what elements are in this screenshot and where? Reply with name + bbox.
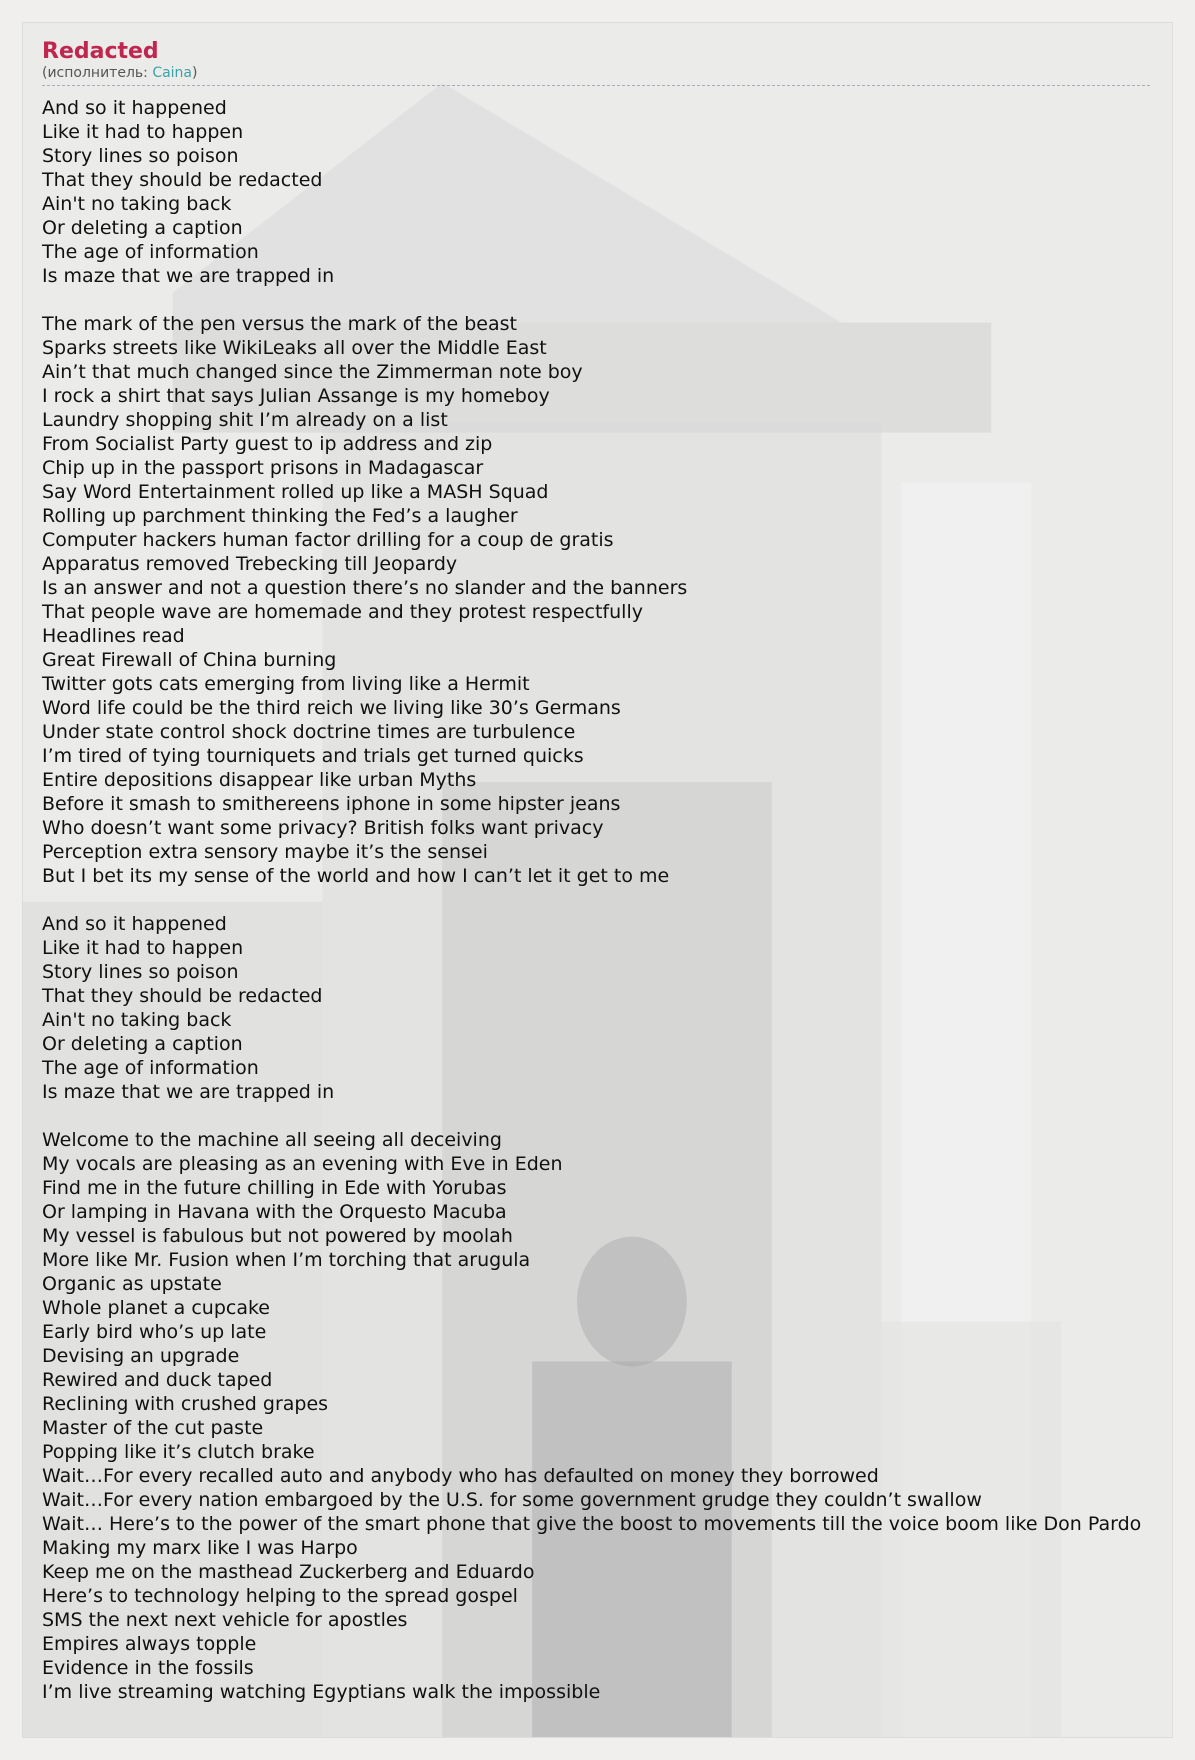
lyrics-line: Twitter gots cats emerging from living like a Hermit (42, 673, 530, 695)
lyrics-line: Wait…For every recalled auto and anybody who has defaulted on money they borrowed (42, 1465, 879, 1487)
lyrics-line: Under state control shock doctrine times are turbulence (42, 721, 576, 743)
lyrics-line: Making my marx like I was Harpo (42, 1537, 358, 1559)
lyrics-line: Wait…For every nation embargoed by the U.S. for some government grudge they couldn’t swallow (42, 1489, 982, 1511)
lyrics-line: Organic as upstate (42, 1273, 222, 1295)
lyrics-line: Great Firewall of China burning (42, 649, 337, 671)
lyrics-line: The age of information (42, 1057, 259, 1079)
lyrics-line: Rolling up parchment thinking the Fed’s a laugher (42, 505, 518, 527)
artist-suffix: ) (192, 65, 198, 81)
lyrics-stanza (42, 96, 1173, 288)
lyrics-stanza (42, 1128, 1173, 1704)
lyrics-line: The mark of the pen versus the mark of the beast (42, 313, 517, 335)
lyrics-line: But I bet its my sense of the world and how I can’t let it get to me (42, 865, 670, 887)
lyrics-line: Rewired and duck taped (42, 1369, 273, 1391)
lyrics-line: I’m tired of tying tourniquets and trials get turned quicks (42, 745, 584, 767)
lyrics-line: More like Mr. Fusion when I’m torching that arugula (42, 1249, 531, 1271)
lyrics-line: Keep me on the masthead Zuckerberg and Eduardo (42, 1561, 535, 1583)
lyrics-line: Is an answer and not a question there’s no slander and the banners (42, 577, 688, 599)
lyrics-line: Story lines so poison (42, 961, 239, 983)
lyrics-stanza (42, 312, 1173, 888)
lyrics-line: Laundry shopping shit I’m already on a list (42, 409, 448, 431)
lyrics-line: Or deleting a caption (42, 1033, 243, 1055)
lyrics-line: Popping like it’s clutch brake (42, 1441, 315, 1463)
lyrics-line: I rock a shirt that says Julian Assange is my homeboy (42, 385, 550, 407)
lyrics-line: Say Word Entertainment rolled up like a MASH Squad (42, 481, 549, 503)
lyrics-line: Sparks streets like WikiLeaks all over the Middle East (42, 337, 547, 359)
lyrics-line: Master of the cut paste (42, 1417, 264, 1439)
page-frame (22, 22, 1173, 1738)
artist-credit (42, 65, 1173, 82)
artist-link[interactable]: Caina (152, 65, 193, 81)
lyrics-line: Ain’t that much changed since the Zimmerman note boy (42, 361, 583, 383)
lyrics-line: Evidence in the fossils (42, 1657, 254, 1679)
lyrics-content (42, 39, 1173, 1728)
lyrics-line: Or deleting a caption (42, 217, 243, 239)
artist-prefix: (исполнитель: (42, 65, 153, 81)
lyrics-line: My vessel is fabulous but not powered by moolah (42, 1225, 513, 1247)
lyrics-line: And so it happened (42, 97, 227, 119)
lyrics-stanza (42, 912, 1173, 1104)
lyrics-line: Like it had to happen (42, 937, 244, 959)
lyrics-line: Or lamping in Havana with the Orquesto Macuba (42, 1201, 507, 1223)
lyrics-line: Ain't no taking back (42, 193, 232, 215)
lyrics-line: Here’s to technology helping to the spread gospel (42, 1585, 518, 1607)
lyrics-line: Entire depositions disappear like urban Myths (42, 769, 477, 791)
lyrics-line: Ain't no taking back (42, 1009, 232, 1031)
lyrics (42, 96, 1173, 1704)
lyrics-line: Perception extra sensory maybe it’s the sensei (42, 841, 488, 863)
lyrics-line: Chip up in the passport prisons in Madagascar (42, 457, 484, 479)
lyrics-line: That people wave are homemade and they protest respectfully (42, 601, 643, 623)
lyrics-line: Headlines read (42, 625, 185, 647)
lyrics-line: I’m live streaming watching Egyptians walk the impossible (42, 1681, 601, 1703)
lyrics-line: The age of information (42, 241, 259, 263)
title-divider (42, 85, 1150, 86)
lyrics-line: Story lines so poison (42, 145, 239, 167)
lyrics-line: SMS the next next vehicle for apostles (42, 1609, 408, 1631)
lyrics-line: From Socialist Party guest to ip address and zip (42, 433, 493, 455)
lyrics-line: Wait… Here’s to the power of the smart phone that give the boost to movements till the voice boom like Don Pardo (42, 1513, 1142, 1535)
lyrics-line: Who doesn’t want some privacy? British folks want privacy (42, 817, 604, 839)
lyrics-line: My vocals are pleasing as an evening with Eve in Eden (42, 1153, 563, 1175)
lyrics-line: Devising an upgrade (42, 1345, 240, 1367)
lyrics-line: Whole planet a cupcake (42, 1297, 270, 1319)
lyrics-line: Find me in the future chilling in Ede with Yorubas (42, 1177, 507, 1199)
lyrics-line: That they should be redacted (42, 985, 323, 1007)
lyrics-line: Reclining with crushed grapes (42, 1393, 329, 1415)
lyrics-line: Like it had to happen (42, 121, 244, 143)
lyrics-line: Before it smash to smithereens iphone in some hipster jeans (42, 793, 621, 815)
lyrics-line: Welcome to the machine all seeing all deceiving (42, 1129, 502, 1151)
lyrics-line: That they should be redacted (42, 169, 323, 191)
lyrics-line: Word life could be the third reich we living like 30’s Germans (42, 697, 621, 719)
lyrics-line: Early bird who’s up late (42, 1321, 267, 1343)
lyrics-line: Computer hackers human factor drilling for a coup de gratis (42, 529, 614, 551)
song-title: Redacted (42, 39, 159, 64)
lyrics-line: And so it happened (42, 913, 227, 935)
lyrics-line: Empires always topple (42, 1633, 257, 1655)
lyrics-line: Apparatus removed Trebecking till Jeopardy (42, 553, 458, 575)
lyrics-line: Is maze that we are trapped in (42, 1081, 335, 1103)
lyrics-line: Is maze that we are trapped in (42, 265, 335, 287)
